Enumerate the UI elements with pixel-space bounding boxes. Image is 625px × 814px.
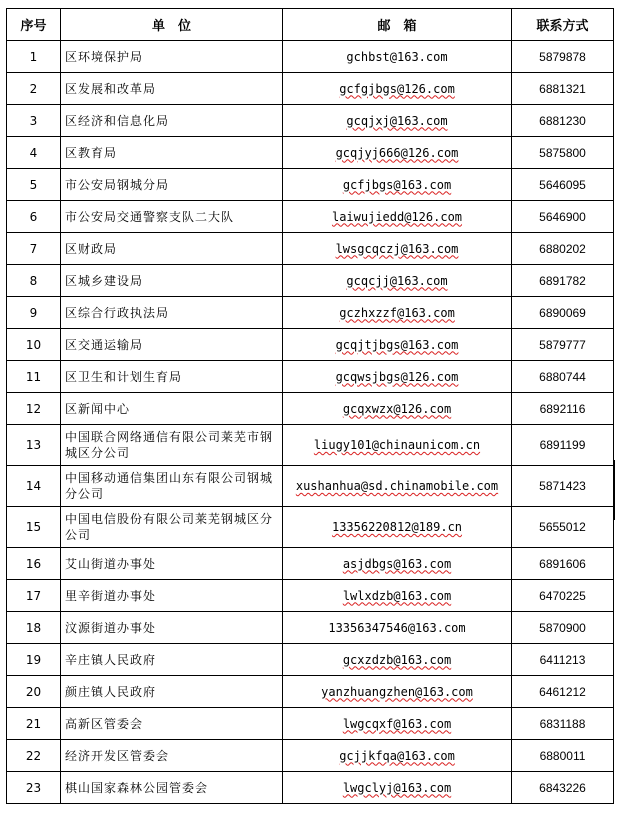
email-address[interactable] xyxy=(283,644,512,676)
row-number: 22 xyxy=(7,740,61,772)
table-row xyxy=(7,644,614,676)
unit-name: 区卫生和计划生育局 xyxy=(61,361,283,393)
email-address[interactable] xyxy=(283,73,512,105)
unit-name: 辛庄镇人民政府 xyxy=(61,644,283,676)
row-number: 8 xyxy=(7,265,61,297)
phone-number: 6470225 xyxy=(512,580,614,612)
table-row xyxy=(7,612,614,644)
table-row xyxy=(7,41,614,73)
email-text[interactable]: gcqjyj666@126.com xyxy=(335,145,459,160)
phone-number: 6880011 xyxy=(512,740,614,772)
phone-number: 6890069 xyxy=(512,297,614,329)
email-text[interactable]: gcxzdzb@163.com xyxy=(342,652,452,667)
email-address[interactable] xyxy=(283,580,512,612)
table-row xyxy=(7,105,614,137)
table-row xyxy=(7,676,614,708)
email-text[interactable]: lwlxdzb@163.com xyxy=(342,588,452,603)
unit-name: 区新闻中心 xyxy=(61,393,283,425)
table-row xyxy=(7,265,614,297)
table-row xyxy=(7,580,614,612)
unit-name: 汶源街道办事处 xyxy=(61,612,283,644)
phone-number: 6843226 xyxy=(512,772,614,804)
phone-number: 5871423 xyxy=(512,466,614,507)
email-text[interactable]: gcqjxj@163.com xyxy=(346,113,448,128)
phone-number: 6461212 xyxy=(512,676,614,708)
email-text[interactable]: laiwujiedd@126.com xyxy=(331,209,463,224)
email-text[interactable]: gcqxwzx@126.com xyxy=(342,401,452,416)
contact-directory xyxy=(6,8,613,804)
table-row xyxy=(7,708,614,740)
row-number: 20 xyxy=(7,676,61,708)
email-address[interactable] xyxy=(283,466,512,507)
row-number: 3 xyxy=(7,105,61,137)
email-text[interactable]: gczhxzzf@163.com xyxy=(339,305,455,320)
table-row xyxy=(7,169,614,201)
email-address[interactable] xyxy=(283,772,512,804)
email-address[interactable] xyxy=(283,548,512,580)
phone-number: 5646095 xyxy=(512,169,614,201)
row-number: 16 xyxy=(7,548,61,580)
table-row xyxy=(7,393,614,425)
table-row xyxy=(7,233,614,265)
phone-number: 5655012 xyxy=(512,507,614,548)
email-text[interactable]: 13356347546@163.com xyxy=(328,620,466,635)
table-header-row xyxy=(7,9,614,41)
header-email: 邮 箱 xyxy=(283,9,512,41)
row-number: 6 xyxy=(7,201,61,233)
row-number: 18 xyxy=(7,612,61,644)
unit-name: 市公安局交通警察支队二大队 xyxy=(61,201,283,233)
unit-name: 区教育局 xyxy=(61,137,283,169)
phone-number: 6881321 xyxy=(512,73,614,105)
row-number: 2 xyxy=(7,73,61,105)
table-row xyxy=(7,201,614,233)
unit-name: 中国移动通信集团山东有限公司钢城分公司 xyxy=(61,466,283,507)
row-number: 17 xyxy=(7,580,61,612)
email-address[interactable] xyxy=(283,393,512,425)
phone-number: 6831188 xyxy=(512,708,614,740)
unit-name: 经济开发区管委会 xyxy=(61,740,283,772)
phone-number: 6891199 xyxy=(512,425,614,466)
unit-name: 棋山国家森林公园管委会 xyxy=(61,772,283,804)
row-number: 10 xyxy=(7,329,61,361)
table-row xyxy=(7,297,614,329)
table-row xyxy=(7,548,614,580)
unit-name: 区综合行政执法局 xyxy=(61,297,283,329)
unit-name: 里辛街道办事处 xyxy=(61,580,283,612)
email-address[interactable] xyxy=(283,137,512,169)
table-row xyxy=(7,507,614,548)
row-number: 9 xyxy=(7,297,61,329)
email-text[interactable]: 13356220812@189.cn xyxy=(331,520,463,534)
unit-name: 区经济和信息化局 xyxy=(61,105,283,137)
row-number: 4 xyxy=(7,137,61,169)
email-text[interactable]: gchbst@163.com xyxy=(346,49,448,64)
phone-number: 6892116 xyxy=(512,393,614,425)
row-number: 12 xyxy=(7,393,61,425)
unit-name: 区交通运输局 xyxy=(61,329,283,361)
email-address[interactable] xyxy=(283,41,512,73)
unit-name: 颜庄镇人民政府 xyxy=(61,676,283,708)
table-row xyxy=(7,466,614,507)
phone-number: 6891782 xyxy=(512,265,614,297)
phone-number: 6880202 xyxy=(512,233,614,265)
phone-number: 5875800 xyxy=(512,137,614,169)
email-address[interactable] xyxy=(283,297,512,329)
phone-number: 6891606 xyxy=(512,548,614,580)
unit-name: 区发展和改革局 xyxy=(61,73,283,105)
email-text[interactable]: asjdbgs@163.com xyxy=(342,556,452,571)
email-text[interactable]: gcfjbgs@163.com xyxy=(342,177,452,192)
phone-number: 5646900 xyxy=(512,201,614,233)
email-address[interactable] xyxy=(283,740,512,772)
unit-name: 区城乡建设局 xyxy=(61,265,283,297)
table-row xyxy=(7,329,614,361)
row-number: 1 xyxy=(7,41,61,73)
row-number: 14 xyxy=(7,466,61,507)
header-no: 序号 xyxy=(7,9,61,41)
email-address[interactable] xyxy=(283,105,512,137)
email-text[interactable]: liugy101@chinaunicom.cn xyxy=(313,438,481,452)
unit-name: 中国电信股份有限公司莱芜钢城区分公司 xyxy=(61,507,283,548)
email-text[interactable]: lwsgcqczj@163.com xyxy=(335,241,459,256)
row-number: 21 xyxy=(7,708,61,740)
table-row xyxy=(7,425,614,466)
email-address[interactable] xyxy=(283,507,512,548)
phone-number: 6881230 xyxy=(512,105,614,137)
email-text[interactable]: gcqcjj@163.com xyxy=(346,273,448,288)
row-number: 5 xyxy=(7,169,61,201)
email-address[interactable] xyxy=(283,265,512,297)
email-address[interactable] xyxy=(283,676,512,708)
email-address[interactable] xyxy=(283,169,512,201)
unit-name: 高新区管委会 xyxy=(61,708,283,740)
header-unit: 单 位 xyxy=(61,9,283,41)
phone-number: 5879878 xyxy=(512,41,614,73)
row-number: 19 xyxy=(7,644,61,676)
row-number: 11 xyxy=(7,361,61,393)
email-text[interactable]: lwgclyj@163.com xyxy=(342,780,452,795)
row-number: 23 xyxy=(7,772,61,804)
email-text[interactable]: lwgcqxf@163.com xyxy=(342,716,452,731)
table-row xyxy=(7,740,614,772)
email-text[interactable]: gcqwsjbgs@126.com xyxy=(335,369,459,384)
unit-name: 中国联合网络通信有限公司莱芜市钢城区分公司 xyxy=(61,425,283,466)
unit-name: 市公安局钢城分局 xyxy=(61,169,283,201)
contact-table xyxy=(6,8,614,804)
unit-name: 区环境保护局 xyxy=(61,41,283,73)
email-text[interactable]: gcfgjbgs@126.com xyxy=(339,81,455,96)
email-text[interactable]: yanzhuangzhen@163.com xyxy=(321,684,473,699)
email-text[interactable]: gcjjkfqa@163.com xyxy=(339,748,455,763)
table-row xyxy=(7,361,614,393)
email-address[interactable] xyxy=(283,233,512,265)
phone-number: 6411213 xyxy=(512,644,614,676)
email-address[interactable] xyxy=(283,425,512,466)
table-row xyxy=(7,73,614,105)
email-address[interactable] xyxy=(283,201,512,233)
phone-number: 5870900 xyxy=(512,612,614,644)
table-row xyxy=(7,772,614,804)
phone-number: 6880744 xyxy=(512,361,614,393)
email-text[interactable]: gcqjtjbgs@163.com xyxy=(335,337,459,352)
header-phone: 联系方式 xyxy=(512,9,614,41)
page-edge-divider xyxy=(614,460,615,520)
row-number: 7 xyxy=(7,233,61,265)
email-text[interactable]: xushanhua@sd.chinamobile.com xyxy=(295,479,499,493)
row-number: 13 xyxy=(7,425,61,466)
email-address[interactable] xyxy=(283,708,512,740)
unit-name: 区财政局 xyxy=(61,233,283,265)
table-row xyxy=(7,137,614,169)
email-address[interactable] xyxy=(283,612,512,644)
row-number: 15 xyxy=(7,507,61,548)
phone-number: 5879777 xyxy=(512,329,614,361)
unit-name: 艾山街道办事处 xyxy=(61,548,283,580)
email-address[interactable] xyxy=(283,361,512,393)
email-address[interactable] xyxy=(283,329,512,361)
